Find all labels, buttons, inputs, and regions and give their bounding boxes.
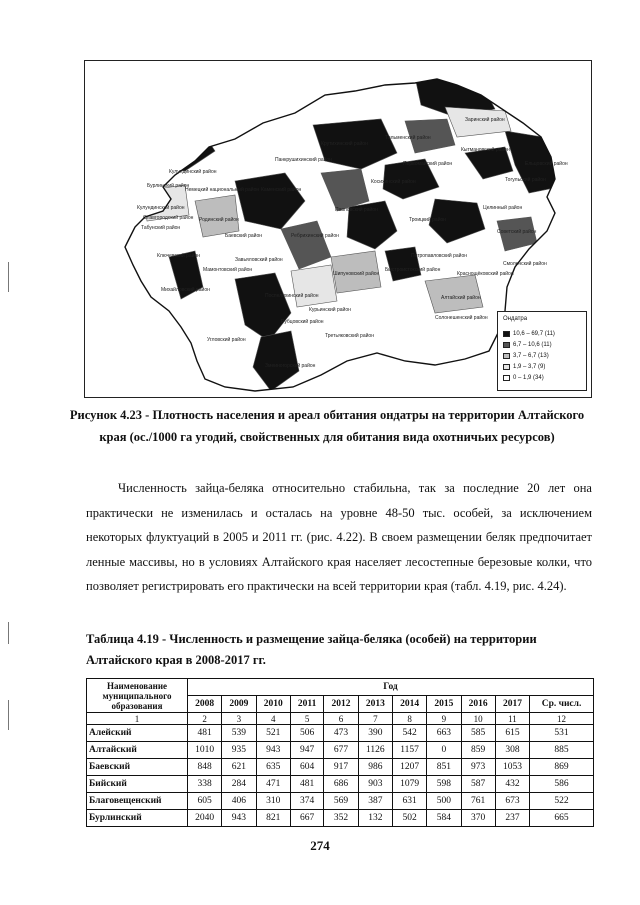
legend-swatch xyxy=(503,353,510,359)
table-cell: 585 xyxy=(461,725,495,742)
table-row xyxy=(87,810,594,827)
map-label: Павловский район xyxy=(335,207,378,213)
table-cell: 284 xyxy=(222,776,256,793)
table-cell: 615 xyxy=(495,725,529,742)
table-cell: 481 xyxy=(290,776,324,793)
map-label: Целинный район xyxy=(483,205,523,211)
scan-mark xyxy=(8,262,17,292)
table-cell: 432 xyxy=(495,776,529,793)
table-cell: 663 xyxy=(427,725,461,742)
table-cell: 1126 xyxy=(358,742,392,759)
table-cell: 986 xyxy=(358,759,392,776)
table-cell: 0 xyxy=(427,742,461,759)
table-cell: 598 xyxy=(427,776,461,793)
map-label: Табунский район xyxy=(141,225,181,231)
map-label: Кытмановский район xyxy=(461,147,510,153)
map-label: Шипуновский район xyxy=(333,271,380,277)
map-label: Михайловский район xyxy=(161,287,210,293)
table-cell: 605 xyxy=(188,793,222,810)
table-cell: 587 xyxy=(461,776,495,793)
map-label: Завьяловский район xyxy=(235,257,283,263)
table-cell: 500 xyxy=(427,793,461,810)
table-cell: 237 xyxy=(495,810,529,827)
map-label: Немецкий национальный район xyxy=(185,187,260,193)
district-name: Бурлинский xyxy=(87,810,188,827)
map-label: Тогульский район xyxy=(505,177,546,183)
legend-item xyxy=(503,374,544,382)
map-label: Тальменский район xyxy=(385,135,431,141)
table-cell: 667 xyxy=(290,810,324,827)
legend-swatch xyxy=(503,331,510,337)
column-number: 10 xyxy=(461,713,495,725)
column-number-row xyxy=(87,713,594,725)
map-label: Ельцовский район xyxy=(525,161,568,167)
table-caption xyxy=(86,632,537,668)
scan-mark xyxy=(8,622,17,644)
table-row xyxy=(87,776,594,793)
table-cell: 885 xyxy=(530,742,594,759)
map-label: Смоленский район xyxy=(503,261,547,267)
map-label: Каменский район xyxy=(261,187,302,193)
map-label: Курьинский район xyxy=(309,307,351,313)
table-cell: 132 xyxy=(358,810,392,827)
legend-item xyxy=(503,341,552,349)
table-cell: 1207 xyxy=(392,759,426,776)
table-cell: 406 xyxy=(222,793,256,810)
column-number: 11 xyxy=(495,713,529,725)
year-header: 2009 xyxy=(222,696,256,713)
table-cell: 761 xyxy=(461,793,495,810)
map-label: Солонешенский район xyxy=(435,315,488,321)
legend-item xyxy=(503,330,555,338)
district-name: Благовещенский xyxy=(87,793,188,810)
table-cell: 917 xyxy=(324,759,358,776)
column-number: 3 xyxy=(222,713,256,725)
table-cell: 665 xyxy=(530,810,594,827)
figure-caption-line: Рисунок 4.23 - Плотность населения и ареал обитания ондатры на территории Алтайского xyxy=(69,408,585,422)
map-label: Быстроистокский район xyxy=(385,267,441,273)
legend-item xyxy=(503,352,549,360)
table-cell: 481 xyxy=(188,725,222,742)
table-cell: 673 xyxy=(495,793,529,810)
legend-swatch xyxy=(503,342,510,348)
map-label: Ключевский район xyxy=(157,253,201,259)
map-label: Советский район xyxy=(497,229,537,235)
table-cell: 943 xyxy=(256,742,290,759)
table-cell: 943 xyxy=(222,810,256,827)
map-label: Третьяковский район xyxy=(325,333,374,339)
table-cell: 569 xyxy=(324,793,358,810)
column-header-name: Наименование муниципального образования xyxy=(87,679,188,713)
table-cell: 308 xyxy=(495,742,529,759)
table-cell: 506 xyxy=(290,725,324,742)
year-header: 2016 xyxy=(461,696,495,713)
column-number: 6 xyxy=(324,713,358,725)
map-label: Поспелихинский район xyxy=(265,293,319,299)
column-number: 7 xyxy=(358,713,392,725)
table-cell: 370 xyxy=(461,810,495,827)
hare-population-table xyxy=(86,678,594,827)
table-cell: 1053 xyxy=(495,759,529,776)
figure-caption xyxy=(62,404,592,448)
year-header: 2008 xyxy=(188,696,222,713)
table-cell: 338 xyxy=(188,776,222,793)
year-header: 2013 xyxy=(358,696,392,713)
table-cell: 502 xyxy=(392,810,426,827)
table-cell: 1157 xyxy=(392,742,426,759)
legend-swatch xyxy=(503,364,510,370)
year-header: 2012 xyxy=(324,696,358,713)
table-cell: 352 xyxy=(324,810,358,827)
map-legend xyxy=(497,311,587,391)
map-label: Рубцовский район xyxy=(281,319,324,325)
column-number: 2 xyxy=(188,713,222,725)
table-cell: 586 xyxy=(530,776,594,793)
table-row xyxy=(87,793,594,810)
column-number: 5 xyxy=(290,713,324,725)
table-cell: 521 xyxy=(256,725,290,742)
year-header: Ср. числ. xyxy=(530,696,594,713)
district-name: Алтайский xyxy=(87,742,188,759)
map-label: Заринский район xyxy=(465,117,505,123)
table-cell: 859 xyxy=(461,742,495,759)
table-cell: 935 xyxy=(222,742,256,759)
table-cell: 821 xyxy=(256,810,290,827)
map-label: Мамонтовский район xyxy=(203,267,253,273)
table-cell: 310 xyxy=(256,793,290,810)
table-cell: 522 xyxy=(530,793,594,810)
table-row xyxy=(87,725,594,742)
year-header: 2017 xyxy=(495,696,529,713)
table-cell: 869 xyxy=(530,759,594,776)
table-cell: 1010 xyxy=(188,742,222,759)
table-cell: 531 xyxy=(530,725,594,742)
map-label: Родинский район xyxy=(199,217,239,223)
paragraph-text: Численность зайца-беляка относительно стабильна, так за последние 20 лет она практически не изменилась и осталась на уровне 48-50 тыс. особей, за исключением некоторых флуктуаций в 2005 и 2011 гг. (рис. 4.22). В своем размещении беляк предпочитает ленные массивы, но в условиях Алтайского края населяет лесостепные березовые колки, что позволяет регистрировать его практически на всей территории края (табл. 4.19, рис. 4.24). xyxy=(86,481,592,593)
map-label: Змеиногорский район xyxy=(265,363,316,369)
table-cell: 387 xyxy=(358,793,392,810)
table-cell: 1079 xyxy=(392,776,426,793)
legend-label: 3,7 – 6,7 (13) xyxy=(513,353,549,359)
legend-label: 0 – 1,9 (34) xyxy=(513,375,544,381)
table-cell: 621 xyxy=(222,759,256,776)
map-label: Петропавловский район xyxy=(411,253,468,259)
map-label: Краснощёковский район xyxy=(457,271,514,277)
year-header: 2015 xyxy=(427,696,461,713)
table-cell: 851 xyxy=(427,759,461,776)
table-cell: 635 xyxy=(256,759,290,776)
table-cell: 631 xyxy=(392,793,426,810)
column-header-year: Год xyxy=(188,679,594,696)
district-name: Алейский xyxy=(87,725,188,742)
table-cell: 584 xyxy=(427,810,461,827)
table-cell: 542 xyxy=(392,725,426,742)
map-label: Кулундинский район xyxy=(137,205,185,211)
table-cell: 677 xyxy=(324,742,358,759)
column-number: 8 xyxy=(392,713,426,725)
district-name: Баевский xyxy=(87,759,188,776)
table-caption-line: Алтайского края в 2008-2017 гг. xyxy=(86,653,266,667)
page-number: 274 xyxy=(310,838,330,853)
map-label: Ребрихинский район xyxy=(291,233,339,239)
table-cell: 374 xyxy=(290,793,324,810)
map-label: Троицкий район xyxy=(409,217,447,223)
map-label: Славгородский район xyxy=(143,215,194,221)
table-cell: 2040 xyxy=(188,810,222,827)
table-cell: 903 xyxy=(358,776,392,793)
year-header: 2011 xyxy=(290,696,324,713)
column-number: 1 xyxy=(87,713,188,725)
legend-label: 6,7 – 10,6 (11) xyxy=(513,342,552,348)
body-paragraph xyxy=(86,476,592,599)
legend-item xyxy=(503,363,545,371)
table-cell: 947 xyxy=(290,742,324,759)
scan-mark xyxy=(8,700,17,730)
table-cell: 848 xyxy=(188,759,222,776)
legend-label: 1,9 – 3,7 (9) xyxy=(513,364,546,370)
district-name: Бийский xyxy=(87,776,188,793)
map-label: Косихинский район xyxy=(371,179,416,185)
legend-title: Ондатра xyxy=(503,316,528,322)
table-cell: 471 xyxy=(256,776,290,793)
table-row xyxy=(87,759,594,776)
map-label: Кулундинский район xyxy=(169,169,217,175)
table-cell: 473 xyxy=(324,725,358,742)
table-cell: 539 xyxy=(222,725,256,742)
legend-label: 10,6 – 69,7 (11) xyxy=(513,331,555,337)
map-label: Панкрушихинский район xyxy=(275,157,332,163)
year-header: 2010 xyxy=(256,696,290,713)
map-label: Угловский район xyxy=(207,337,246,343)
map-label: Бурлинский район xyxy=(147,183,190,189)
table-row xyxy=(87,742,594,759)
table-caption-line: Таблица 4.19 - Численность и размещение зайца-беляка (особей) на территории xyxy=(86,632,537,646)
column-number: 12 xyxy=(530,713,594,725)
column-number: 9 xyxy=(427,713,461,725)
map-label: Крутихинский район xyxy=(321,141,368,147)
map-label: Первомайский район xyxy=(403,161,453,167)
table-cell: 604 xyxy=(290,759,324,776)
map-label: Алтайский район xyxy=(441,295,481,301)
figure-caption-line: края (ос./1000 га угодий, свойственных для обитания вида охотничьих ресурсов) xyxy=(99,430,555,444)
table-cell: 686 xyxy=(324,776,358,793)
legend-swatch xyxy=(503,375,510,381)
map-label: Баевский район xyxy=(225,233,263,239)
table-cell: 390 xyxy=(358,725,392,742)
year-header: 2014 xyxy=(392,696,426,713)
column-number: 4 xyxy=(256,713,290,725)
table-cell: 973 xyxy=(461,759,495,776)
